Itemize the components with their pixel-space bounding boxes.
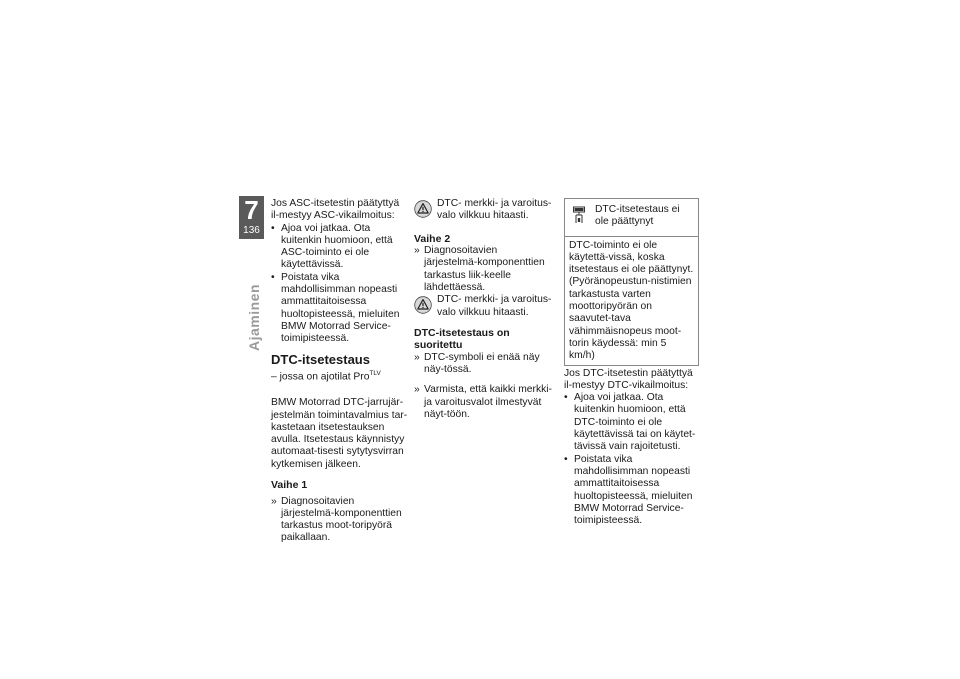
asc-intro: Jos ASC-itsetestin päätyttyä il-mestyy ASC-vikailmoitus: [271, 198, 400, 222]
chapter-number: 7 [244, 195, 259, 225]
step-item: » Diagnosoitavien järjestelmä-komponenttien tarkastus liik-keelle lähdettäessä. [414, 245, 552, 294]
step-item: » Diagnosoitavien järjestelmä-komponenttien tarkastus moot-toripyörä paikallaan. [271, 496, 409, 545]
step-1-title: Vaihe 1 [271, 479, 308, 492]
warning-note-1 [414, 198, 552, 223]
list-item: • Poistata vika mahdollisimman nopeasti ammattitaitoisessa huoltopisteessä, mieluiten BMW Motorrad Service-toimipisteessä. [564, 454, 699, 528]
note-box-title: DTC-itsetestaus ei ole päättynyt [595, 204, 680, 228]
note-box-text: DTC-toiminto ei ole käytettä-vissä, koska itsetestaus ei ole päättynyt. (Pyöränopeustun-nistimien tarkastusta varten moottoripyörän on saavutet-tava vähimmäisnopeus moot-torin käydessä: min 5 km/h) [569, 239, 694, 362]
dtc-bullets [564, 392, 699, 527]
list-item: • Ajoa voi jatkaa. Ota kuitenkin huomioon, että ASC-toiminto ei ole käytettävissä. [271, 223, 409, 272]
step-2-list [414, 245, 552, 294]
column-1 [271, 198, 409, 545]
chapter-tab [239, 196, 264, 239]
warning-light-icon [414, 200, 432, 218]
step-item: » Varmista, että kaikki merkki- ja varoitusvalot ilmestyvät näyt-töön. [414, 384, 552, 421]
warning-light-icon [414, 296, 432, 314]
warning-note-2 [414, 294, 552, 319]
self-test-done-list [414, 352, 552, 421]
self-test-done-title: DTC-itsetestaus on suoritettu [414, 326, 510, 352]
asc-bullets [271, 223, 409, 346]
dtc-traction-icon [571, 204, 587, 226]
column-3 [564, 198, 699, 527]
tlv-superscript: TLV [369, 369, 381, 377]
warning-text-2: DTC- merkki- ja varoitus-valo vilkkuu hitaasti. [437, 294, 552, 318]
list-item: • Poistata vika mahdollisimman nopeasti ammattitaitoisessa huoltopisteessä, mieluiten BMW Motorrad Service-toimipisteessä. [271, 272, 409, 346]
side-title: Ajaminen [246, 283, 262, 351]
column-2 [414, 198, 552, 421]
section-subtitle-text: – jossa on ajotilat Pro [271, 370, 370, 382]
page-number: 136 [243, 225, 260, 236]
note-box-header [565, 199, 698, 237]
section-title: DTC-itsetestaus [271, 351, 370, 367]
warning-text-1: DTC- merkki- ja varoitus-valo vilkkuu hitaasti. [437, 198, 552, 222]
note-box-body [565, 237, 698, 365]
section-subtitle [271, 368, 409, 384]
step-1-list [271, 496, 409, 545]
step-2-title: Vaihe 2 [414, 232, 451, 245]
dtc-intro: Jos DTC-itsetestin päätyttyä il-mestyy DTC-vikailmoitus: [564, 367, 693, 391]
list-item: • Ajoa voi jatkaa. Ota kuitenkin huomioon, että DTC-toiminto ei ole käytettävissä tai on käytet-tävissä vain rajoitetusti. [564, 392, 699, 453]
note-box [564, 198, 699, 366]
step-item: » DTC-symboli ei enää näy näy-tössä. [414, 352, 552, 377]
section-body: BMW Motorrad DTC-jarrujär-jestelmän toimintavalmius tar-kastetaan itsetestauksen avulla. Itsetestaus käynnistyy automaat-tisesti sytytysvirran kytkemisen jälkeen. [271, 397, 408, 470]
